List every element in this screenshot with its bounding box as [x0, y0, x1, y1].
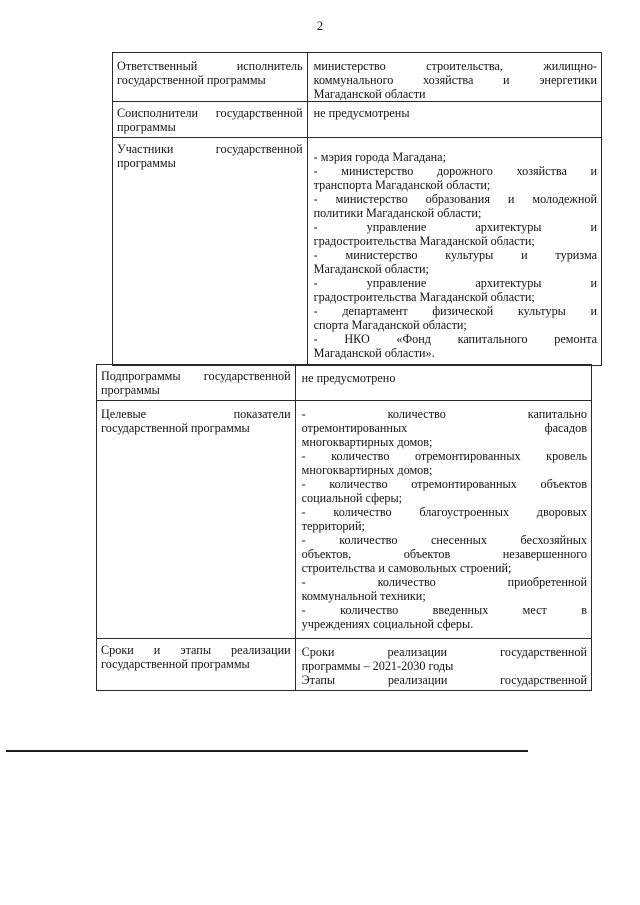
row-value [302, 645, 587, 687]
row-value-cell [295, 639, 591, 691]
row-label: Участники государственной программы [117, 142, 303, 170]
row-label: Сроки и этапы реализации государственной программы [101, 643, 291, 671]
value-line: министерство строительства, жилищно- [313, 59, 597, 73]
row-label: Соисполнители государственной программы [117, 106, 303, 134]
value-line: многоквартирных домов; [301, 435, 433, 449]
value-line: территорий; [301, 519, 365, 533]
value-line: - количество капитально [301, 407, 587, 421]
row-value-cell [295, 401, 591, 639]
table-row [97, 639, 592, 691]
value-line: - министерство дорожного хозяйства и [313, 164, 597, 178]
row-label-cell [113, 138, 308, 366]
value-line: Этапы реализации государственной [301, 673, 587, 687]
table-row [113, 53, 602, 102]
value-line: - количество снесенных бесхозяйных [301, 533, 587, 547]
table-row [113, 102, 602, 138]
table-row [113, 138, 602, 366]
row-value-cell [307, 138, 601, 366]
value-line: спорта Магаданской области; [313, 318, 467, 332]
value-line: Сроки реализации государственной [301, 645, 587, 659]
value-line: - количество благоустроенных дворовых [301, 505, 587, 519]
passport-table-lower [96, 364, 592, 691]
value-line: градостроительства Магаданской области; [313, 234, 535, 248]
page-number: 2 [316, 18, 324, 33]
row-label-cell [97, 365, 296, 401]
value-line: объектов, объектов незавершенного [301, 547, 587, 561]
value-line: учреждениях социальной сферы. [301, 617, 474, 631]
value-line: программы – 2021-2030 годы [301, 659, 454, 673]
value-line: многоквартирных домов; [301, 463, 433, 477]
value-line: - министерство культуры и туризма [313, 248, 597, 262]
row-label: Подпрограммы государственной программы [101, 369, 291, 397]
value-line: - министерство образования и молодежной [313, 192, 597, 206]
row-value-cell [307, 53, 601, 102]
value-line: - количество отремонтированных кровель [301, 449, 587, 463]
value-line: Магаданской области [313, 87, 426, 101]
row-label-cell [97, 401, 296, 639]
row-value [314, 106, 597, 120]
row-value-cell [295, 365, 591, 401]
value-line: Магаданской области; [313, 262, 429, 276]
bottom-rule [6, 750, 528, 752]
value-line: отремонтированных фасадов [301, 421, 587, 435]
row-value [302, 407, 587, 631]
value-line: Магаданской области». [313, 346, 435, 360]
row-label: Целевые показатели государственной программы [101, 407, 291, 435]
value-line: не предусмотрены [313, 106, 410, 120]
value-line: - управление архитектуры и [313, 220, 597, 234]
row-label: Ответственный исполнитель государственной программы [117, 59, 303, 87]
row-label-cell [113, 53, 308, 102]
value-line: - количество приобретенной [301, 575, 587, 589]
value-line: политики Магаданской области; [313, 206, 482, 220]
value-line: - количество отремонтированных объектов [301, 477, 587, 491]
table-row [97, 401, 592, 639]
table-row [97, 365, 592, 401]
passport-table-upper [112, 52, 602, 366]
value-line: социальной сферы; [301, 491, 403, 505]
row-value [314, 150, 597, 360]
value-line: коммунального хозяйства и энергетики [313, 73, 597, 87]
value-line: не предусмотрено [301, 371, 396, 385]
value-line: транспорта Магаданской области; [313, 178, 491, 192]
value-line: коммунальной техники; [301, 589, 426, 603]
value-line: - департамент физической культуры и [313, 304, 597, 318]
value-line: - управление архитектуры и [313, 276, 597, 290]
row-value [302, 371, 587, 385]
value-line: строительства и самовольных строений; [301, 561, 512, 575]
row-label-cell [97, 639, 296, 691]
value-line: - количество введенных мест в [301, 603, 587, 617]
row-label-cell [113, 102, 308, 138]
row-value [314, 59, 597, 101]
value-line: - мэрия города Магадана; [313, 150, 446, 164]
value-line: градостроительства Магаданской области; [313, 290, 535, 304]
row-value-cell [307, 102, 601, 138]
value-line: - НКО «Фонд капитального ремонта [313, 332, 597, 346]
